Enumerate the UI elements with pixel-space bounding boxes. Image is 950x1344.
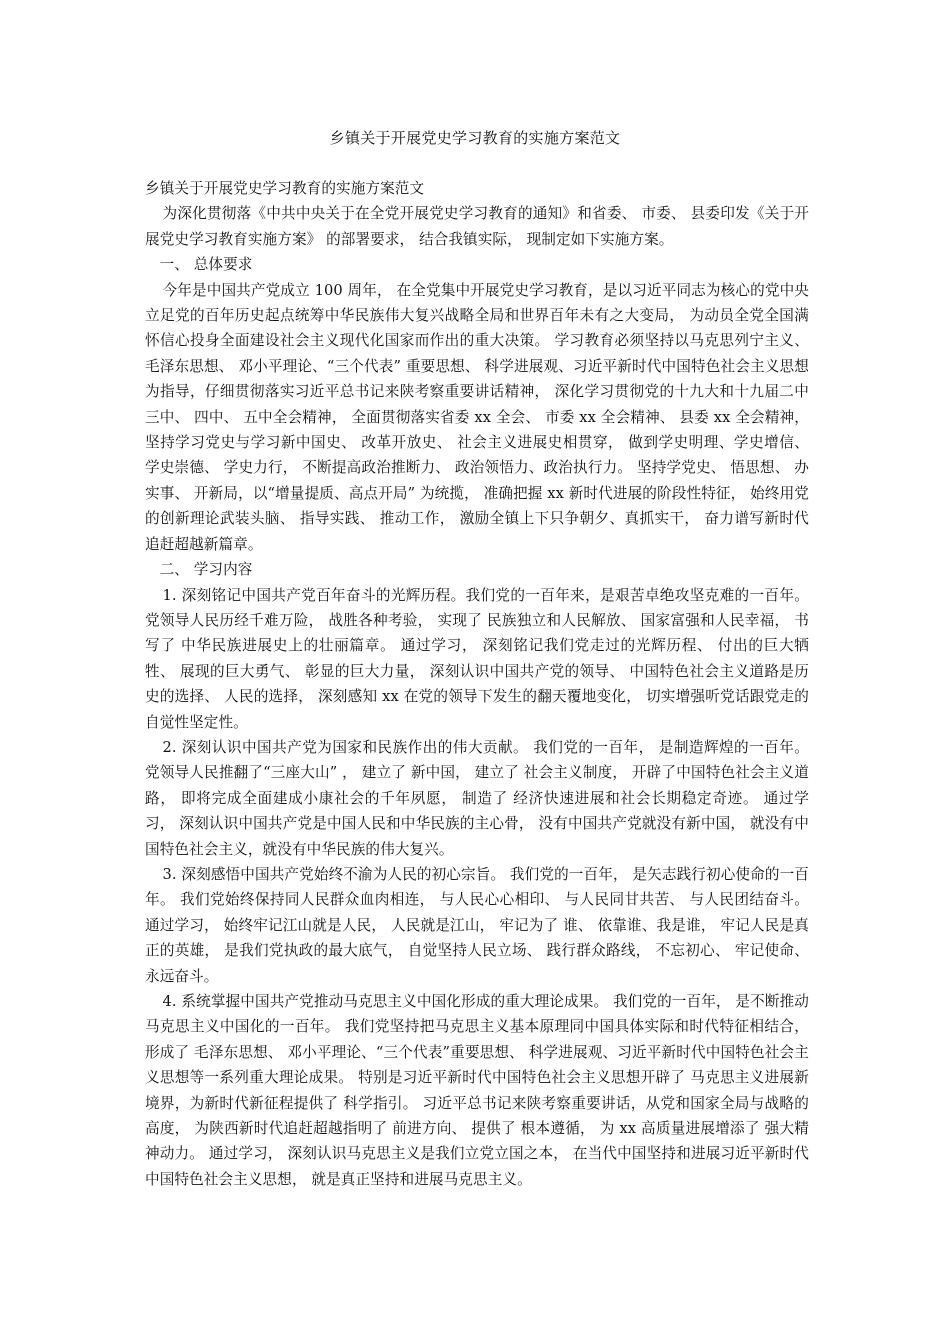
section-heading-general-requirements: 一、 总体要求: [159, 256, 253, 274]
page-title: 乡镇关于开展党史学习教育的实施方案范文: [329, 129, 621, 147]
section-heading-study-content: 二、 学习内容: [159, 561, 253, 579]
intro-paragraph: 为深化贯彻落《中共中央关于在全党开展党史学习教育的通知》和省委、 市委、 县委印发《关于开展党史学习教育实施方案》 的部署要求， 结合我镇实际， 现制定如下实施方案。: [145, 205, 809, 248]
study-item-2: 2. 深刻认识中国共产党为国家和民族作出的伟大贡献。 我们党的一百年， 是制造辉煌的一百年。 党领导人民推翻了“三座大山” ， 建立了 新中国， 建立了 社会主义制度， 开辟了中国特色社会主义道路， 即将完成全面建成小康社会的千年夙愿， 制造了 经济快速进展和社会长期稳定奇迹。 通过学习， 深刻认识中国共产党是中国人民和中华民族的主心骨， 没有中国共产党就没有新中国， 就没有中国特色社会主义，就没有中华民族的伟大复兴。: [145, 738, 809, 858]
body-heading: 乡镇关于开展党史学习教育的实施方案范文: [145, 180, 425, 197]
general-requirements-paragraph: 今年是中国共产党成立 100 周年， 在全党集中开展党史学习教育，是以习近平同志为核心的党中央立足党的百年历史起点统筹中华民族伟大复兴战略全局和世界百年未有之大变局， 为动员全党全国满怀信心投身全面建设社会主义现代化国家而作出的重大决策。 学习教育必须坚持以马克思列宁主义、 毛泽东思想、 邓小平理论、“三个代表” 重要思想、 科学进展观、习近平新时代中国特色社会主义思想为指导，仔细贯彻落实习近平总书记来陕考察重要讲话精神， 深化学习贯彻党的十九大和十九届二中三中、 四中、 五中全会精神， 全面贯彻落实省委 xx 全会、 市委 xx 全会精神、 县委 xx 全会精神， 坚持学习党史与学习新中国史、 改革开放史、 社会主义进展史相贯穿， 做到学史明理、学史增信、 学史崇德、 学史力行， 不断提高政治推断力、 政治领悟力、政治执行力。 坚持学党史、 悟思想、 办实事、 开新局，以“增量提质、高点开局” 为统揽， 准确把握 xx 新时代进展的阶段性特征， 始终用党的创新理论武装头脑、 指导实践、 推动工作， 激励全镇上下只争朝夕、真抓实干， 奋力谱写新时代追赶超越新篇章。: [145, 281, 809, 553]
study-item-4: 4. 系统掌握中国共产党推动马克思主义中国化形成的重大理论成果。 我们党的一百年， 是不断推动马克思主义中国化的一百年。 我们党坚持把马克思主义基本原理同中国具体实际和时代特征相结合，形成了 毛泽东思想、 邓小平理论、“三个代表”重要思想、 科学进展观、习近平新时代中国特色社会主义思想等一系列重大理论成果。 特别是习近平新时代中国特色社会主义思想开辟了 马克思主义进展新境界，为新时代新征程提供了 科学指引。 习近平总书记来陕考察重要讲话，从党和国家全局与战略的高度， 为陕西新时代追赶超越指明了 前进方向、 提供了 根本遵循， 为 xx 高质量进展增添了 强大精神动力。 通过学习， 深刻认识马克思主义是我们立党立国之本， 在当代中国坚持和进展习近平新时代中国特色社会主义思想， 就是真正坚持和进展马克思主义。: [145, 993, 809, 1188]
study-item-1: 1. 深刻铭记中国共产党百年奋斗的光辉历程。我们党的一百年来，是艰苦卓绝攻坚克难的一百年。 党领导人民历经千难万险， 战胜各种考验， 实现了 民族独立和人民解放、 国家富强和人民幸福， 书写了 中华民族进展史上的壮丽篇章。 通过学习， 深刻铭记我们党走过的光辉历程、 付出的巨大牺牲、 展现的巨大勇气、 彰显的巨大力量， 深刻认识中国共产党的领导、 中国特色社会主义道路是历史的选择、 人民的选择， 深刻感知 xx 在党的领导下发生的翻天覆地变化， 切实增强听党话跟党走的自觉性坚定性。: [145, 586, 809, 731]
study-item-3: 3. 深刻感悟中国共产党始终不渝为人民的初心宗旨。 我们党的一百年， 是矢志践行初心使命的一百年。 我们党始终保持同人民群众血肉相连， 与人民心心相印、 与人民同甘共苦、 与人民团结奋斗。 通过学习， 始终牢记江山就是人民， 人民就是江山， 牢记为了 谁、 依靠谁、我是谁， 牢记人民是真正的英雄， 是我们党执政的最大底气， 自觉坚持人民立场、 践行群众路线， 不忘初心、 牢记使命、 永远奋斗。: [145, 865, 809, 985]
document-body: [145, 176, 809, 1192]
